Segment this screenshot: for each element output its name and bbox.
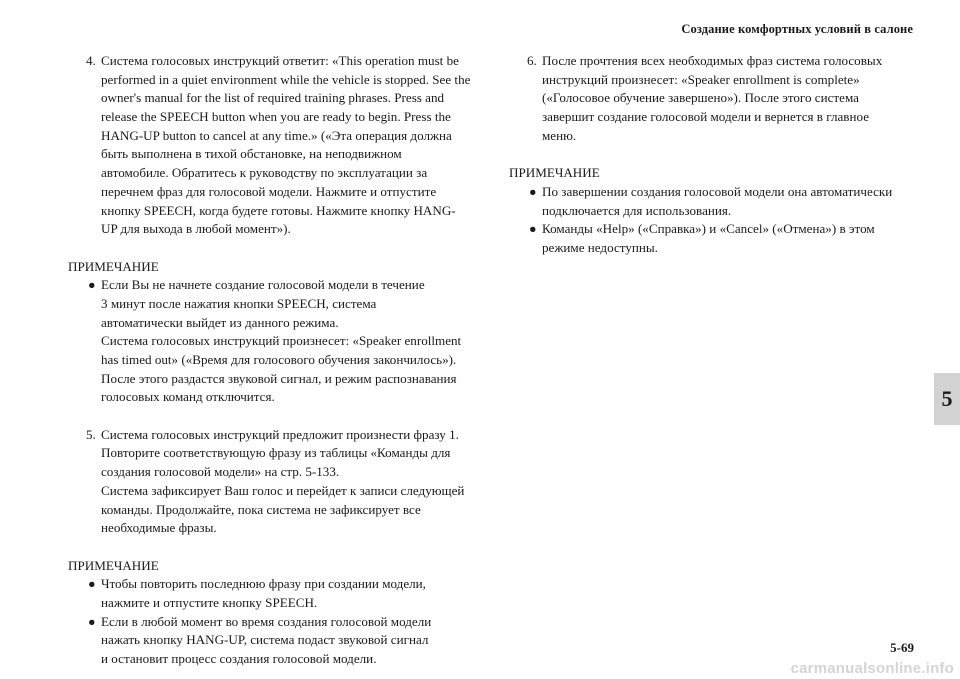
step-6-line: инструкций произнесет: «Speaker enrollment is complete» <box>542 71 860 87</box>
note-line: нажмите и отпустите кнопку SPEECH. <box>101 594 318 610</box>
running-header: Создание комфортных условий в салоне <box>681 22 913 36</box>
step-5-line: необходимые фразы. <box>101 520 217 536</box>
step-number: 6. <box>527 53 537 68</box>
note-line: ● Чтобы повторить последнюю фразу при создании модели, <box>68 575 488 594</box>
step-6-line: завершит создание голосовой модели и вернется в главное <box>542 109 870 125</box>
step-number: 5. <box>86 426 96 442</box>
step-6-line: меню. <box>542 127 577 143</box>
note-line: has timed out» («Время для голосового обучения закончилось»). <box>101 352 457 367</box>
note-line: ● Команды «Help» («Справка») и «Cancel» («Отмена») в этом <box>509 220 921 239</box>
step-4-line: HANG-UP button to cancel at any time.» («Эта операция должна <box>101 127 452 143</box>
step-4-line: кнопку SPEECH, когда будете готовы. Нажмите кнопку HANG- <box>101 202 456 218</box>
note-line: нажать кнопку HANG-UP, система подаст звуковой сигнал <box>101 632 429 648</box>
step-4-line: UP для выхода в любой момент»). <box>101 221 291 237</box>
note-line: После этого раздастся звуковой сигнал, и режим распознавания <box>101 370 457 386</box>
watermark: carmanualsonline.info <box>790 660 954 677</box>
bullet-icon: ● <box>88 614 96 629</box>
step-5-line: Система зафиксирует Ваш голос и перейдет к записи следующей <box>101 482 465 498</box>
step-4-line: owner's manual for the list of required training phrases. Press and <box>101 90 445 106</box>
note-title: ПРИМЕЧАНИЕ <box>509 165 600 181</box>
left-column <box>68 52 488 669</box>
note-line: ● Если в любой момент во время создания голосовой модели <box>68 613 488 632</box>
step-5-line: создания голосовой модели» на стр. 5-133. <box>101 464 340 480</box>
bullet-icon: ● <box>529 184 537 199</box>
note-line: ● По завершении создания голосовой модели она автоматически <box>509 183 921 202</box>
step-4-line: перечнем фраз для голосовой модели. Нажмите и отпустите <box>101 183 437 199</box>
bullet-icon: ● <box>88 577 96 592</box>
step-4-line: автомобиле. Обратитесь к руководству по эксплуатации за <box>101 165 428 181</box>
note-line: ● Если Вы не начнете создание голосовой модели в течение <box>68 276 488 295</box>
note-line: автоматически выйдет из данного режима. <box>101 314 339 330</box>
step-6-line: 6. После прочтения всех необходимых фраз система голосовых <box>509 52 921 71</box>
note-line: 3 минут после нажатия кнопки SPEECH, система <box>101 295 377 311</box>
step-4-line: performed in a quiet environment while the vehicle is stopped. See the <box>101 71 471 87</box>
step-4-line: 4. Система голосовых инструкций ответит: «This operation must be <box>68 52 488 71</box>
note-line: подключается для использования. <box>542 202 732 218</box>
step-4-line: release the SPEECH button when you are ready to begin. Press the <box>101 109 451 125</box>
note-line: режиме недоступны. <box>542 239 658 255</box>
bullet-icon: ● <box>529 222 537 237</box>
step-5-line: 5. Система голосовых инструкций предложит произнести фразу 1. <box>68 426 488 445</box>
right-column <box>509 52 921 258</box>
note-title: ПРИМЕЧАНИЕ <box>68 557 159 573</box>
step-number: 4. <box>86 53 96 68</box>
note-title: ПРИМЕЧАНИЕ <box>68 258 159 274</box>
step-4-line: быть выполнена в тихой обстановке, на неподвижном <box>101 146 402 162</box>
note-line: Система голосовых инструкций произнесет: «Speaker enrollment <box>101 333 462 349</box>
step-6-line: («Голосовое обучение завершено»). После этого система <box>542 90 859 106</box>
step-5-line: команды. Продолжайте, пока система не зафиксирует все <box>101 501 421 517</box>
page-number: 5-69 <box>890 640 914 655</box>
chapter-tab: 5 <box>934 373 960 425</box>
step-5-line: Повторите соответствующую фразу из таблицы «Команды для <box>101 445 451 461</box>
bullet-icon: ● <box>88 278 96 293</box>
note-line: и остановит процесс создания голосовой модели. <box>101 651 377 666</box>
note-line: голосовых команд отключится. <box>101 389 275 405</box>
